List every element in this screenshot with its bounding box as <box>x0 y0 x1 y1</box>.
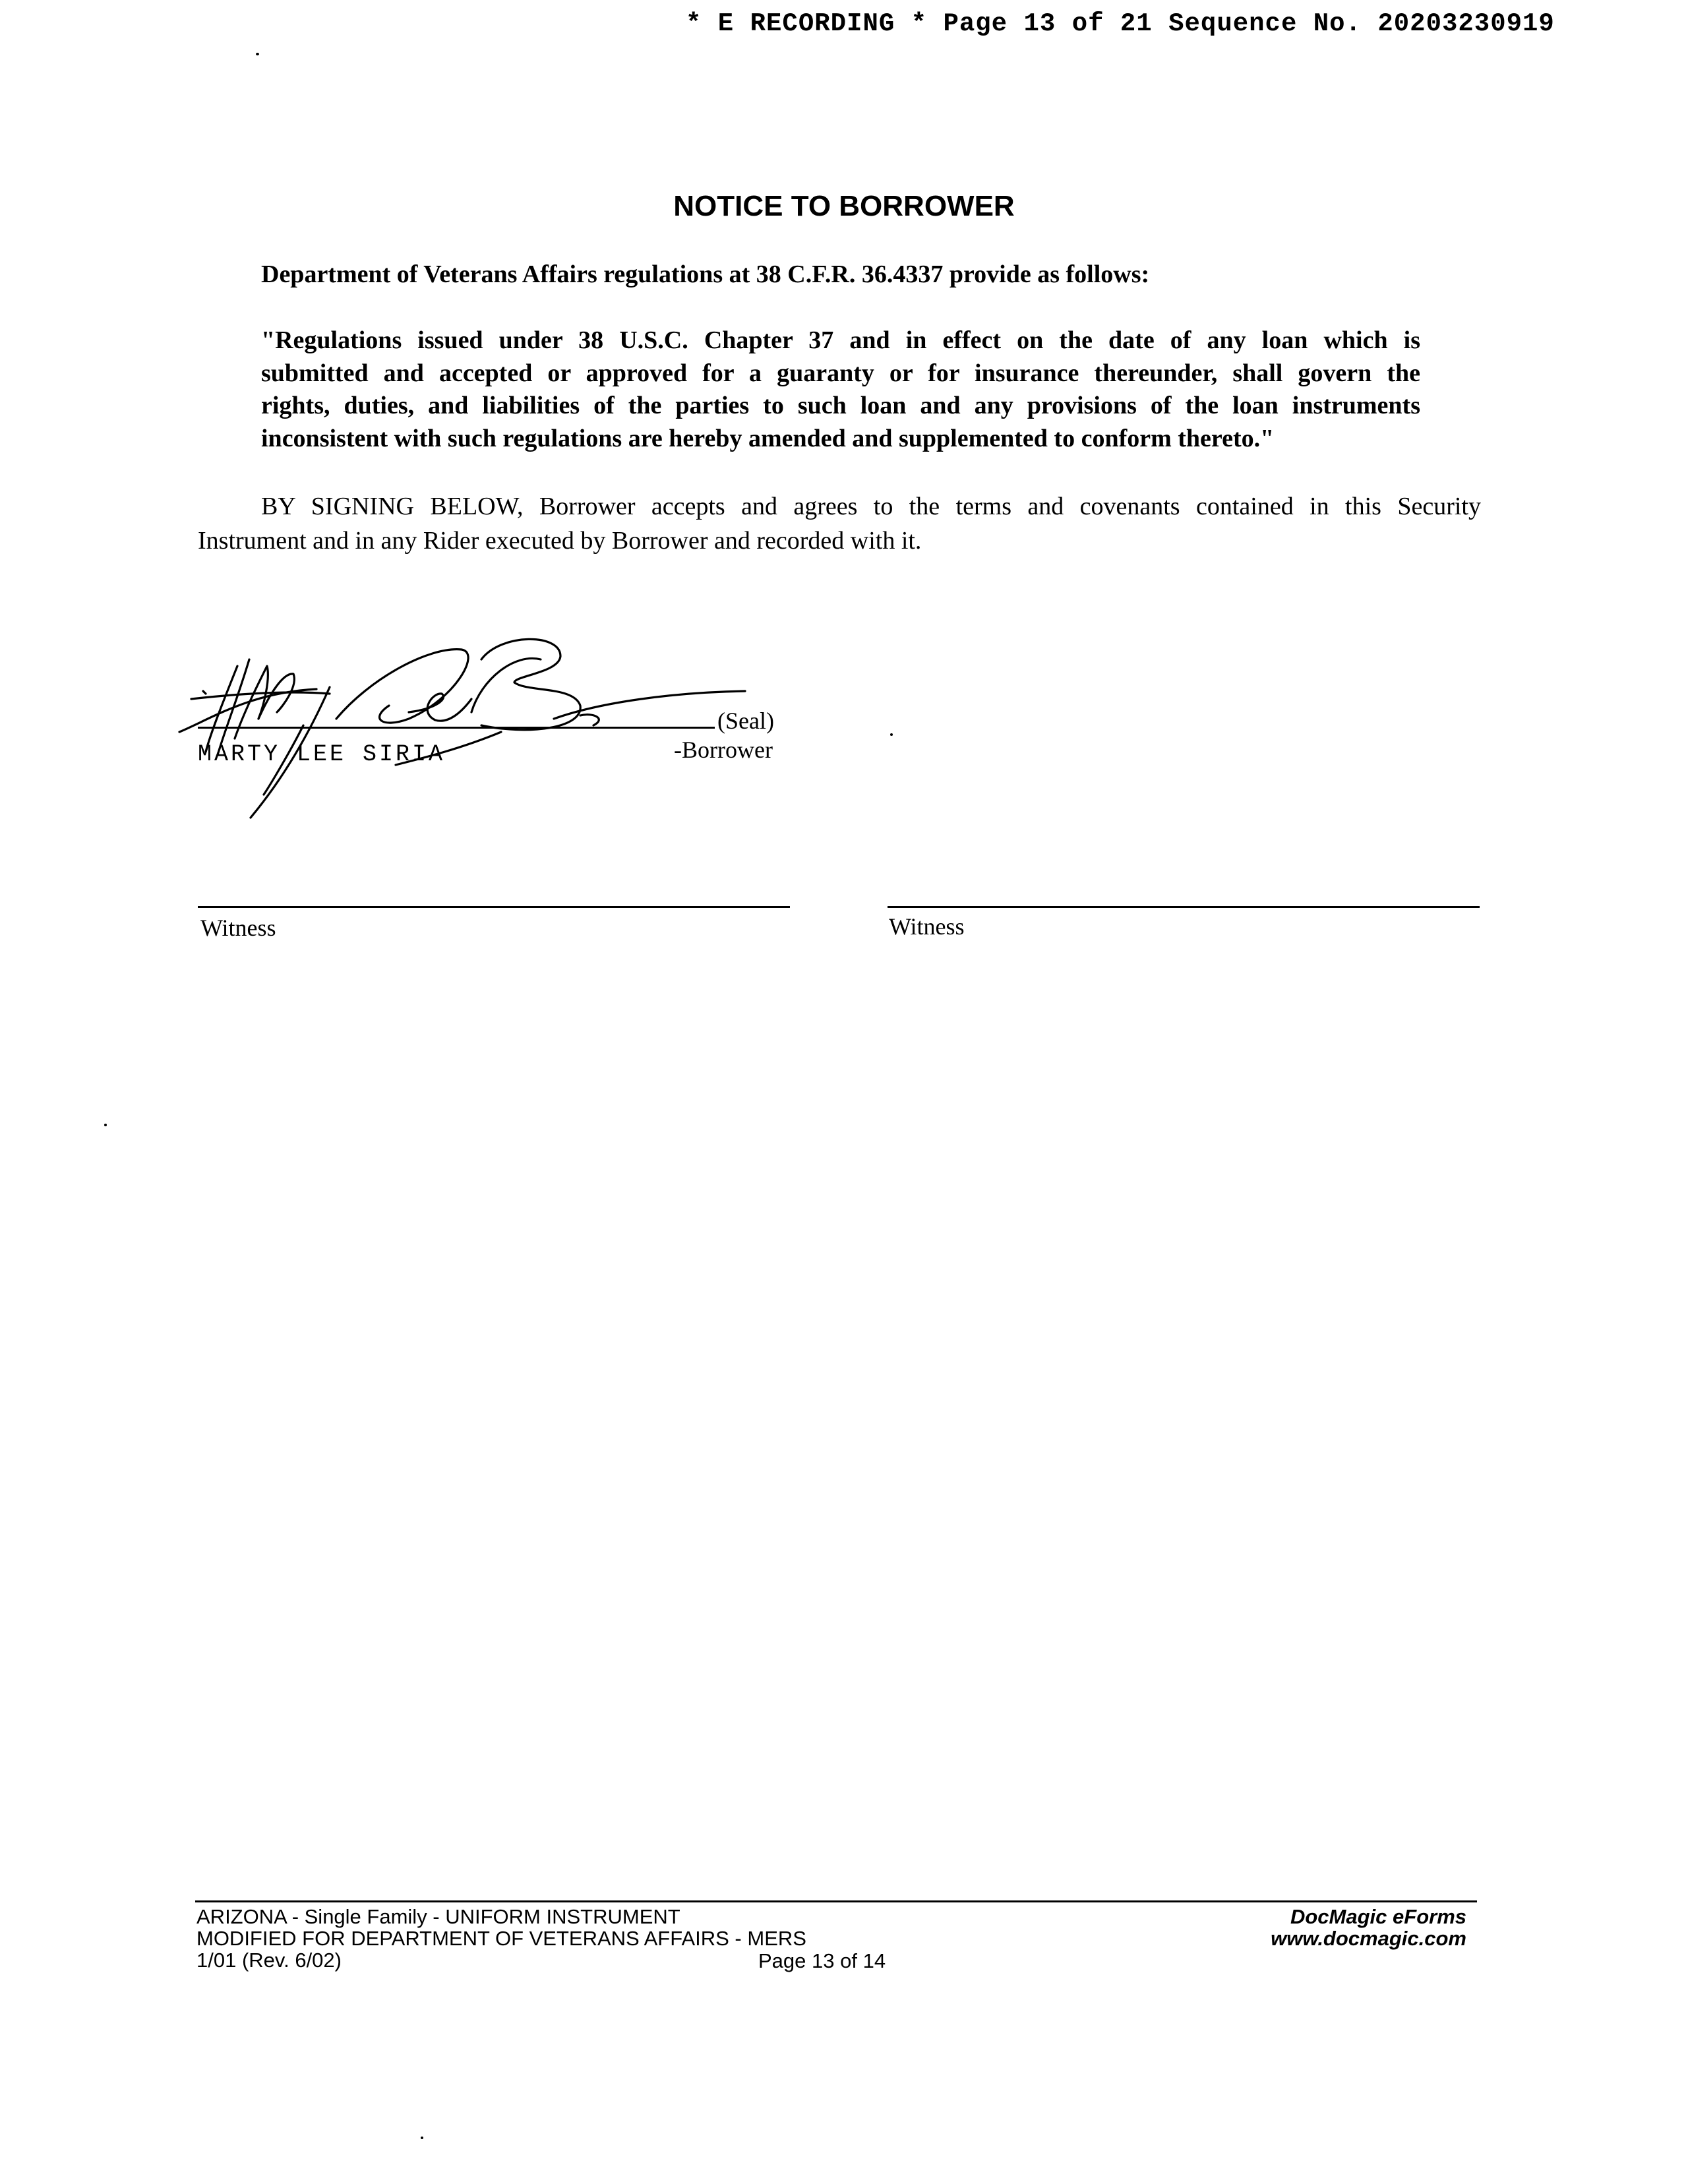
form-line: MODIFIED FOR DEPARTMENT OF VETERANS AFFAIRS - MERS <box>196 1927 806 1950</box>
quote-line: "Regulations issued under 38 U.S.C. Chapter 37 and in effect on the date of any loan which is <box>261 326 1420 354</box>
notice-title: NOTICE TO BORROWER <box>673 190 1015 222</box>
seal-label: (Seal) <box>717 708 774 734</box>
quote-line: rights, duties, and liabilities of the parties to such loan and any provisions of the loan instruments <box>261 392 1420 419</box>
scan-speck <box>890 733 893 736</box>
witness-line-right <box>888 906 1480 908</box>
quote-line: submitted and accepted or approved for a guaranty or for insurance thereunder, shall govern the <box>261 359 1420 387</box>
witness-line-left <box>198 906 790 908</box>
witness-label-left: Witness <box>200 915 276 941</box>
form-line: ARIZONA - Single Family - UNIFORM INSTRUMENT <box>196 1905 680 1928</box>
quote-line: inconsistent with such regulations are hereby amended and supplemented to conform thereto." <box>261 424 1275 452</box>
form-line: 1/01 (Rev. 6/02) <box>196 1949 342 1972</box>
docmagic-brand <box>1253 1906 1466 1949</box>
scan-speck <box>104 1124 107 1126</box>
regulation-quote <box>261 324 1420 455</box>
scan-speck <box>421 2137 423 2139</box>
regulation-intro: Department of Veterans Affairs regulations at 38 C.F.R. 36.4337 provide as follows: <box>261 260 1150 288</box>
scan-speck <box>256 53 259 55</box>
borrower-name: MARTY LEE SIRIA <box>198 741 446 768</box>
witness-label-right: Witness <box>889 913 965 940</box>
page-number: Page 13 of 14 <box>758 1949 886 1972</box>
recording-stamp: * E RECORDING * Page 13 of 21 Sequence No. 20203230919 <box>686 9 1555 38</box>
signing-line: BY SIGNING BELOW, Borrower accepts and agrees to the terms and covenants contained in this Security <box>261 493 1481 520</box>
brand-name: DocMagic eForms <box>1290 1905 1466 1928</box>
brand-website: www.docmagic.com <box>1271 1927 1466 1950</box>
signing-statement <box>198 489 1481 558</box>
form-identification <box>196 1906 806 1971</box>
handwritten-signature <box>171 620 778 837</box>
signing-line: Instrument and in any Rider executed by Borrower and recorded with it. <box>198 527 922 555</box>
footer-rule <box>195 1900 1477 1902</box>
borrower-role-label: -Borrower <box>674 737 773 763</box>
